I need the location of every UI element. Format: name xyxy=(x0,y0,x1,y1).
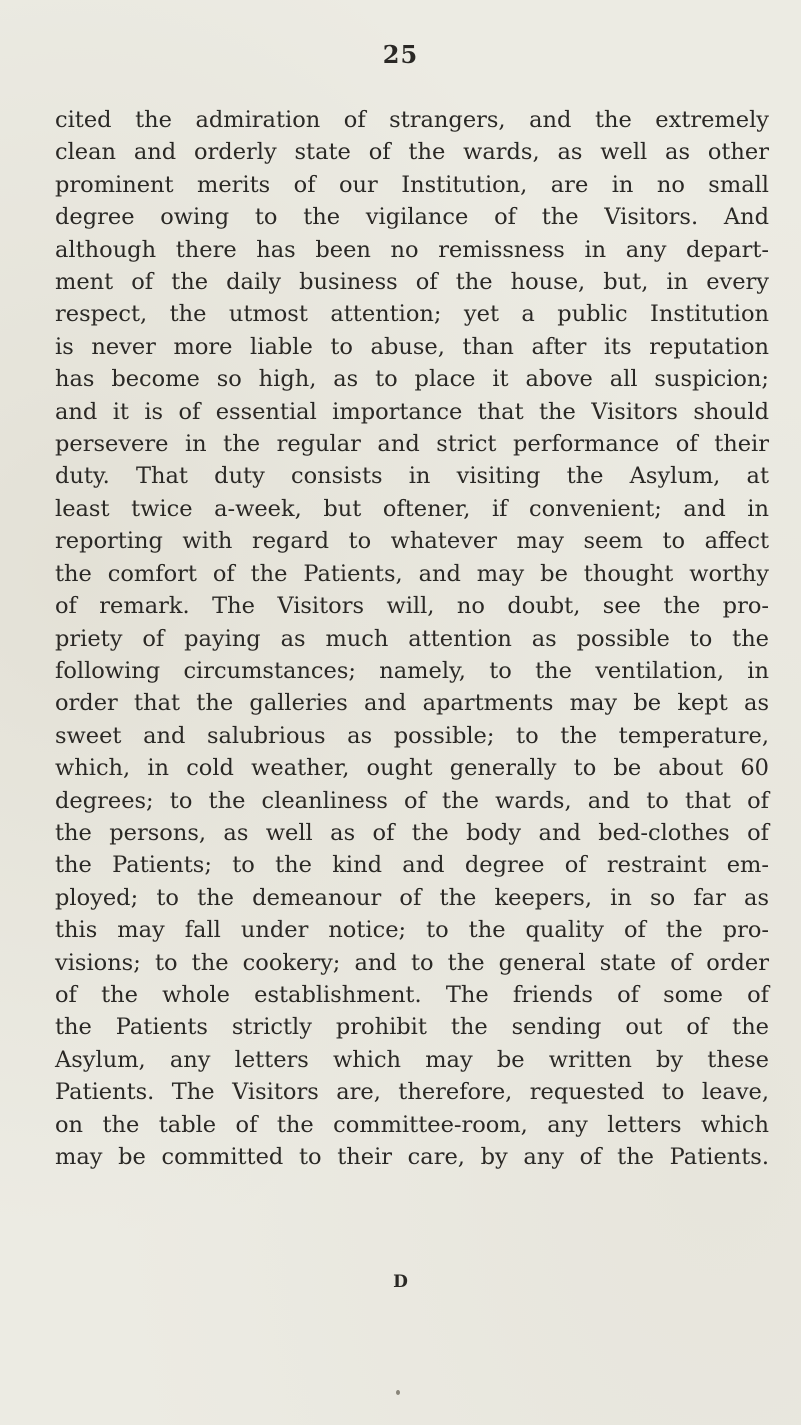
text-line: degree owing to the vigilance of the Visitors. And xyxy=(55,204,769,231)
text-line: of remark. The Visitors will, no doubt, see the pro- xyxy=(55,593,769,620)
text-line: which, in cold weather, ought generally to be about 60 xyxy=(55,755,769,782)
text-line: this may fall under notice; to the quality of the pro- xyxy=(55,917,769,944)
text-line: least twice a-week, but oftener, if convenient; and in xyxy=(55,495,769,522)
text-line: ment of the daily business of the house, but, in every xyxy=(55,269,769,296)
text-line: clean and orderly state of the wards, as well as other xyxy=(55,139,769,166)
text-line: the Patients strictly prohibit the sending out of the xyxy=(55,1014,769,1041)
text-line: cited the admiration of strangers, and the extremely xyxy=(55,107,769,133)
text-line: order that the galleries and apartments may be kept as xyxy=(55,690,769,717)
text-line: the persons, as well as of the body and bed-clothes of xyxy=(55,819,769,846)
text-line: and it is of essential importance that the Visitors should xyxy=(55,398,769,425)
text-line: may be committed to their care, by any of the Patients. xyxy=(55,1144,769,1170)
text-line: of the whole establishment. The friends of some of xyxy=(55,981,769,1008)
text-line: has become so high, as to place it above all suspicion; xyxy=(55,366,769,393)
text-line: on the table of the committee-room, any letters which xyxy=(55,1111,769,1138)
body-text xyxy=(55,104,769,1173)
text-line: following circumstances; namely, to the ventilation, in xyxy=(55,657,769,684)
text-line: ployed; to the demeanour of the keepers, in so far as xyxy=(55,884,769,911)
text-line: the Patients; to the kind and degree of restraint em- xyxy=(55,852,769,879)
text-line: visions; to the cookery; and to the general state of order xyxy=(55,949,769,976)
text-line: degrees; to the cleanliness of the wards, and to that of xyxy=(55,787,769,814)
text-line: reporting with regard to whatever may seem to affect xyxy=(55,528,769,555)
ink-fleck xyxy=(396,1390,400,1395)
text-line: although there has been no remissness in any depart- xyxy=(55,236,769,263)
page-number: 25 xyxy=(382,40,419,69)
text-line: the comfort of the Patients, and may be thought worthy xyxy=(55,560,769,587)
signature-mark: D xyxy=(393,1272,408,1292)
text-line: Patients. The Visitors are, therefore, requested to leave, xyxy=(55,1079,769,1106)
text-line: duty. That duty consists in visiting the Asylum, at xyxy=(55,463,769,490)
text-line: respect, the utmost attention; yet a public Institution xyxy=(55,301,769,328)
text-line: priety of paying as much attention as possible to the xyxy=(55,625,769,652)
text-line: sweet and salubrious as possible; to the temperature, xyxy=(55,722,769,749)
text-line: prominent merits of our Institution, are in no small xyxy=(55,171,769,198)
text-line: is never more liable to abuse, than after its reputation xyxy=(55,333,769,360)
text-line: Asylum, any letters which may be written by these xyxy=(55,1046,769,1073)
text-line: persevere in the regular and strict performance of their xyxy=(55,431,769,458)
